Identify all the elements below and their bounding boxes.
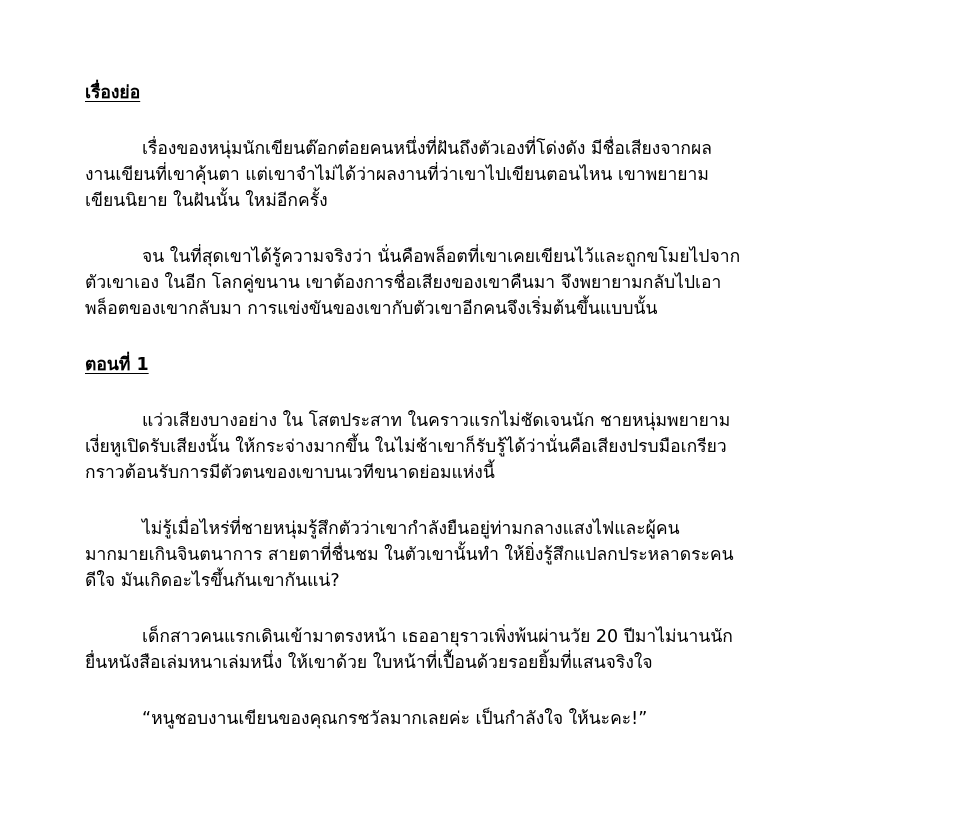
chapter-paragraph-1: แว่วเสียงบางอย่าง ใน โสตประสาท ในคราวแรกไม่ชัดเจนนัก ชายหนุ่มพยายาม เงี่ยหูเปิดรับเสียงนั้น ให้กระจ่างมากขึ้น ในไม่ช้าเขาก็รับรู้ได้ว่านั่นคือเสียงปรบมือเกรียว กราวต้อนรับการมีตัวตนของเขาบนเวทีขนาดย่อมแห่งนี้ xyxy=(85,411,731,483)
chapter-paragraph-2: ไม่รู้เมื่อไหร่ที่ชายหนุ่มรู้สึกตัวว่าเขากำลังยืนอยู่ท่ามกลางแสงไฟและผู้คน มากมายเกินจินตนาการ สายตาที่ชื่นชม ในตัวเขานั้นทำ ให้ยิ่งรู้สึกแปลกประหลาดระคน ดีใจ มันเกิดอะไรขึ้นกันเขากันแน่? xyxy=(85,519,734,591)
synopsis-heading: เรื่องย่อ xyxy=(85,83,141,103)
synopsis-paragraph-2: จน ในที่สุดเขาได้รู้ความจริงว่า นั่นคือพล็อตที่เขาเคยเขียนไว้และถูกขโมยไปจาก ตัวเขาเอง ในอีก โลกคู่ขนาน เขาต้องการชื่อเสียงของเขาคืนมา จึงพยายามกลับไปเอา พล็อตของเขากลับมา การแข่งขันของเขากับตัวเขาอีกคนจึงเริ่มต้นขึ้นแบบนั้น xyxy=(85,247,741,319)
chapter-paragraph-3: เด็กสาวคนแรกเดินเข้ามาตรงหน้า เธออายุราวเพิ่งพ้นผ่านวัย 20 ปีมาไม่นานนัก ยื่นหนังสือเล่มหนาเล่มหนึ่ง ให้เขาด้วย ใบหน้าที่เปื้อนด้วยรอยยิ้มที่แสนจริงใจ xyxy=(85,627,733,673)
chapter-heading: ตอนที่ 1 xyxy=(85,355,149,375)
synopsis-paragraph-1: เรื่องของหนุ่มนักเขียนต๊อกต๋อยคนหนึ่งที่ฝันถึงตัวเองที่โด่งดัง มีชื่อเสียงจากผล งานเขียนที่เขาคุ้นตา แต่เขาจำไม่ได้ว่าผลงานที่ว่าเขาไปเขียนตอนไหน เขาพยายาม เขียนนิยาย ในฝันนั้น ใหม่อีกครั้ง xyxy=(85,139,712,211)
chapter-paragraph-4: “หนูชอบงานเขียนของคุณกรชวัลมากเลยค่ะ เป็นกำลังใจ ให้นะคะ!” xyxy=(142,709,648,729)
document-page xyxy=(85,80,895,732)
